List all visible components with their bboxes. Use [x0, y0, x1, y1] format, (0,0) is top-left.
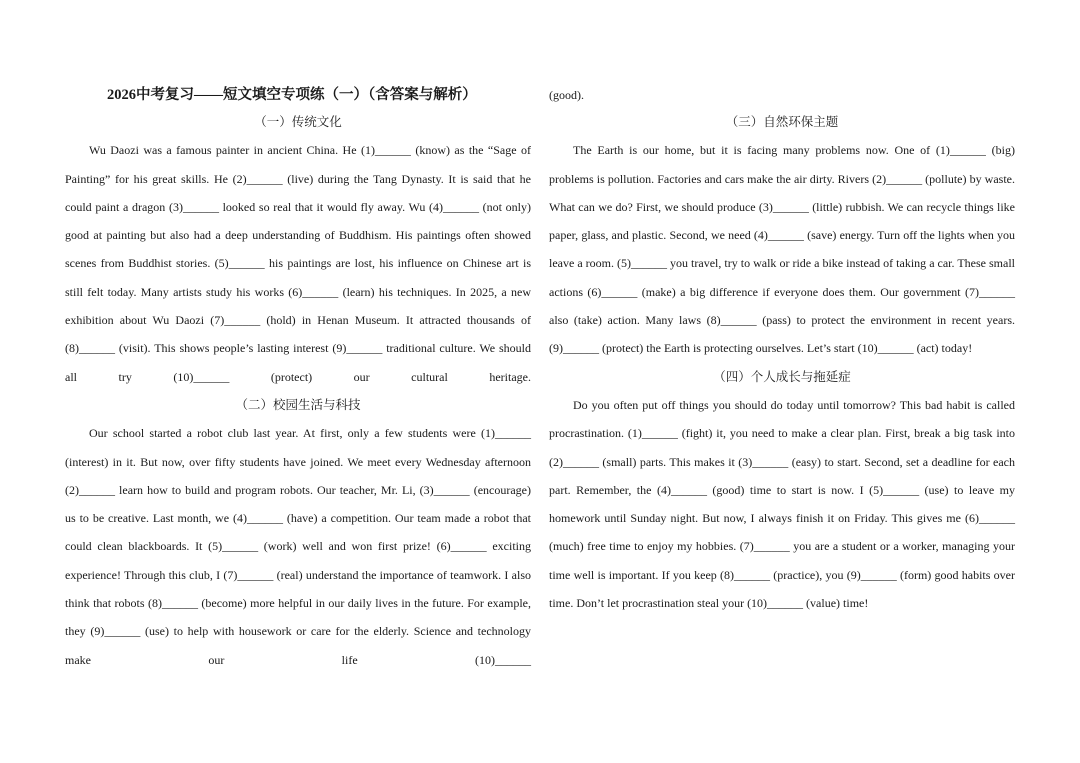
document-title: 2026中考复习——短文填空专项练（一）（含答案与解析） [107, 87, 477, 103]
passage-2: Our school started a robot club last year. At first, only a few students were (1)______ (interest) in it. But now, over fifty students have joined. We meet every Wednesday afternoon (2)______ learn how to build and program robots. Our teacher, Mr. Li, (3)______ (encourage) us to be creative. Last month, we (4)______ (have) a competition. Our team made a robot that could clean blackboards. It (5)______ (work) well and won first prize! (6)______ exciting experience! Through this club, I (7)______ (real) understand the importance of teamwork. I also think that robots (8)______ (become) more helpful in our daily lives in the future. For example, they (9)______ (use) to help with housework or care for the elderly. Science and technology make our life (10)______ [65, 426, 531, 667]
section-heading-4: （四）个人成长与拖延症 [713, 369, 851, 384]
section-heading-1: （一）传统文化 [254, 115, 342, 129]
passage-1: Wu Daozi was a famous painter in ancient China. He (1)______ (know) as the “Sage of Painting” for his great skills. He (2)______ (live) during the Tang Dynasty. It is said that he could paint a dragon (3)______ looked so real that it would fly away. Wu (4)______ (not only) good at painting but also had a deep understanding of Buddhism. His paintings often showed scenes from Buddhist stories. (5)______ his paintings are lost, his influence on Chinese art is still felt today. Many artists study his works (6)______ (learn) his techniques. In 2025, a new exhibition about Wu Daozi (7)______ (hold) in Henan Museum. It attracted thousands of (8)______ (visit). This shows people’s lasting interest (9)______ traditional culture. We should all try (10)______ (protect) our cultural heritage. [65, 143, 531, 384]
passage-3: The Earth is our home, but it is facing many problems now. One of (1)______ (big) problems is pollution. Factories and cars make the air dirty. Rivers (2)______ (pollute) by waste. What can we do? First, we should produce (3)______ (little) rubbish. We can recycle things like paper, glass, and plastic. Second, we need (4)______ (save) energy. Turn off the lights when you leave a room. (5)______ you travel, try to walk or ride a bike instead of taking a car. These small actions (6)______ (make) a big difference if everyone does them. Our government (7)______ also (take) action. Many laws (8)______ (pass) to protect the environment in recent years. (9)______ (protect) the Earth is protecting ourselves. Let’s start (10)______ (act) today! [549, 143, 1015, 356]
passage-4: Do you often put off things you should do today until tomorrow? This bad habit is called procrastination. (1)______ (fight) it, you need to make a clear plan. First, break a big task into (2)______ (small) parts. This makes it (3)______ (easy) to start. Second, set a deadline for each part. Remember, the (4)______ (good) time to start is now. I (5)______ (use) to leave my homework until Sunday night. But now, I always finish it on Friday. This gives me (6)______ (much) free time to enjoy my hobbies. (7)______ you are a student or a worker, managing your time well is important. If you keep (8)______ (practice), you (9)______ (form) good habits over time. Don’t let procrastination steal your (10)______ (value) time! [549, 397, 1015, 611]
right-column [549, 84, 1015, 617]
section-heading-2: （二）校园生活与科技 [235, 397, 361, 412]
left-column [65, 84, 531, 674]
carry-over-text: (good). [549, 88, 584, 102]
section-heading-3: （三）自然环保主题 [725, 115, 839, 129]
